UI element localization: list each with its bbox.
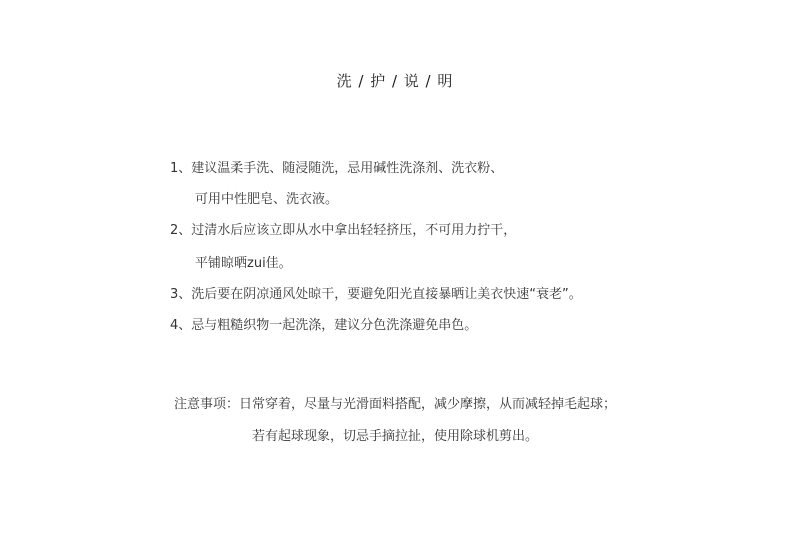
instruction-line: 可用中性肥皂、洗衣液。 [195,192,339,207]
instruction-line: 1、建议温柔手洗、随浸随洗，忌用碱性洗涤剂、洗衣粉、 [170,161,504,176]
notice-line: 若有起球现象，切忌手摘拉扯，使用除球机剪出。 [251,429,538,444]
instruction-line: 4、忌与粗糙织物一起洗涤，建议分色洗涤避免串色。 [170,318,478,333]
page-title: 洗 / 护 / 说 / 明 [336,72,454,90]
instruction-line: 2、过清水后应该立即从水中拿出轻轻挤压，不可用力拧干， [170,223,517,238]
instruction-line: 3、洗后要在阴凉通风处晾干，要避免阳光直接暴晒让美衣快速“衰老”。 [170,287,582,302]
notice-line: 注意事项：日常穿着，尽量与光滑面料搭配，减少摩擦，从而减轻掉毛起球； [173,397,616,412]
instruction-line: 平铺晾晒zui佳。 [195,256,292,271]
